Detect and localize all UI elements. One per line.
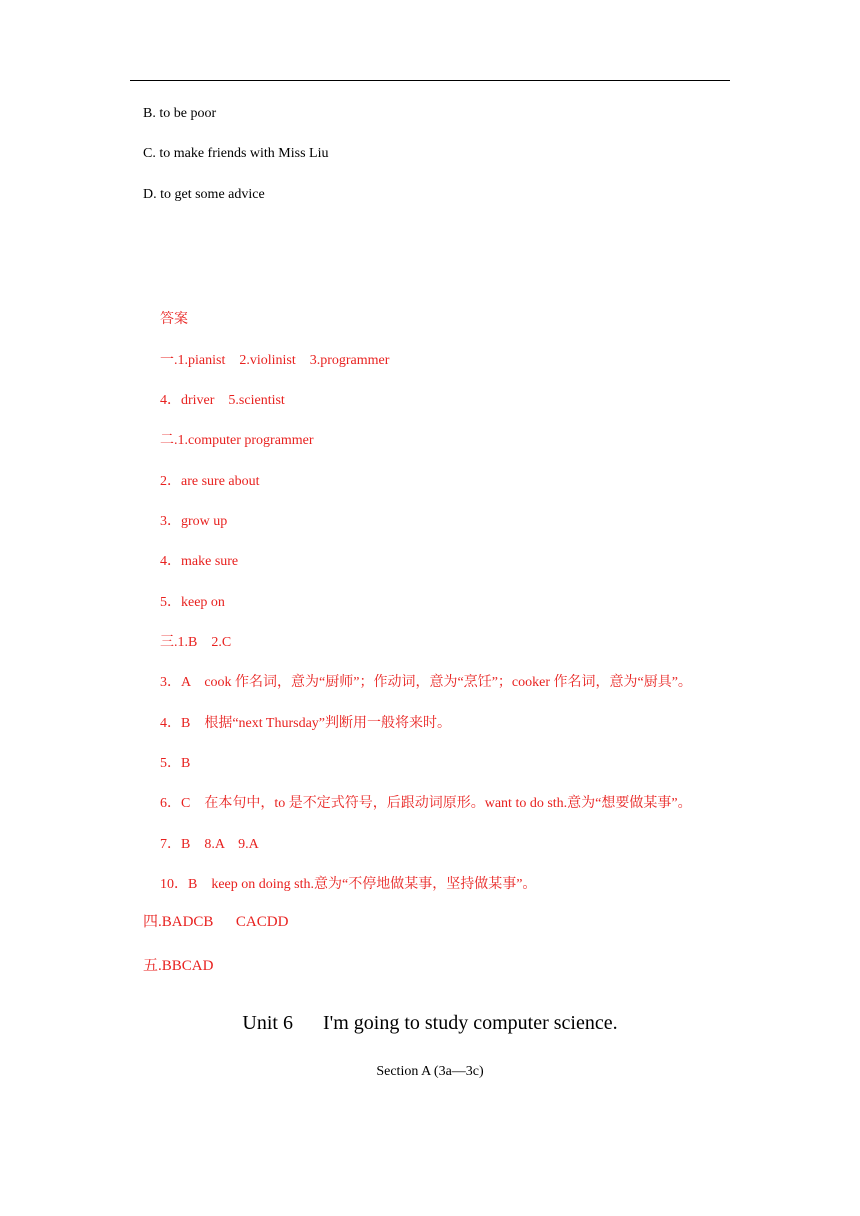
answer-line: 4．make sure <box>160 554 239 569</box>
answer-section-5: 五.BBCAD <box>143 958 214 974</box>
option-c: C. to make friends with Miss Liu <box>143 146 329 161</box>
answer-line: 2．are sure about <box>160 474 260 489</box>
answer-line: 4．driver 5.scientist <box>160 393 285 408</box>
answer-line: 5．B <box>160 756 191 771</box>
answer-line: 3．A cook 作名词，意为“厨师”；作动词，意为“烹饪”；cooker 作名词，意为“厨具”。 <box>160 675 692 690</box>
option-b: B. to be poor <box>143 106 217 121</box>
unit-title: Unit 6 I'm going to study computer science. <box>242 1012 618 1034</box>
answer-line: 5．keep on <box>160 595 225 610</box>
answer-line: 10．B keep on doing sth.意为“不停地做某事，坚持做某事”。 <box>160 877 537 892</box>
answer-line: 6．C 在本句中，to 是不定式符号，后跟动词原形。want to do sth.意为“想要做某事”。 <box>160 796 692 811</box>
answer-line: 7．B 8.A 9.A <box>160 837 259 852</box>
answers-heading: 答案 <box>160 312 188 327</box>
answer-line: 3．grow up <box>160 514 228 529</box>
answer-line: 二.1.computer programmer <box>160 433 314 448</box>
answer-line: 一.1.pianist 2.violinist 3.programmer <box>160 353 390 368</box>
answer-line: 三.1.B 2.C <box>160 635 232 650</box>
option-d: D. to get some advice <box>143 187 265 202</box>
answer-line: 4．B 根据“next Thursday”判断用一般将来时。 <box>160 716 451 731</box>
header-rule <box>130 80 730 81</box>
answer-section-4: 四.BADCB CACDD <box>143 914 289 930</box>
section-subtitle: Section A (3a—3c) <box>376 1064 484 1079</box>
